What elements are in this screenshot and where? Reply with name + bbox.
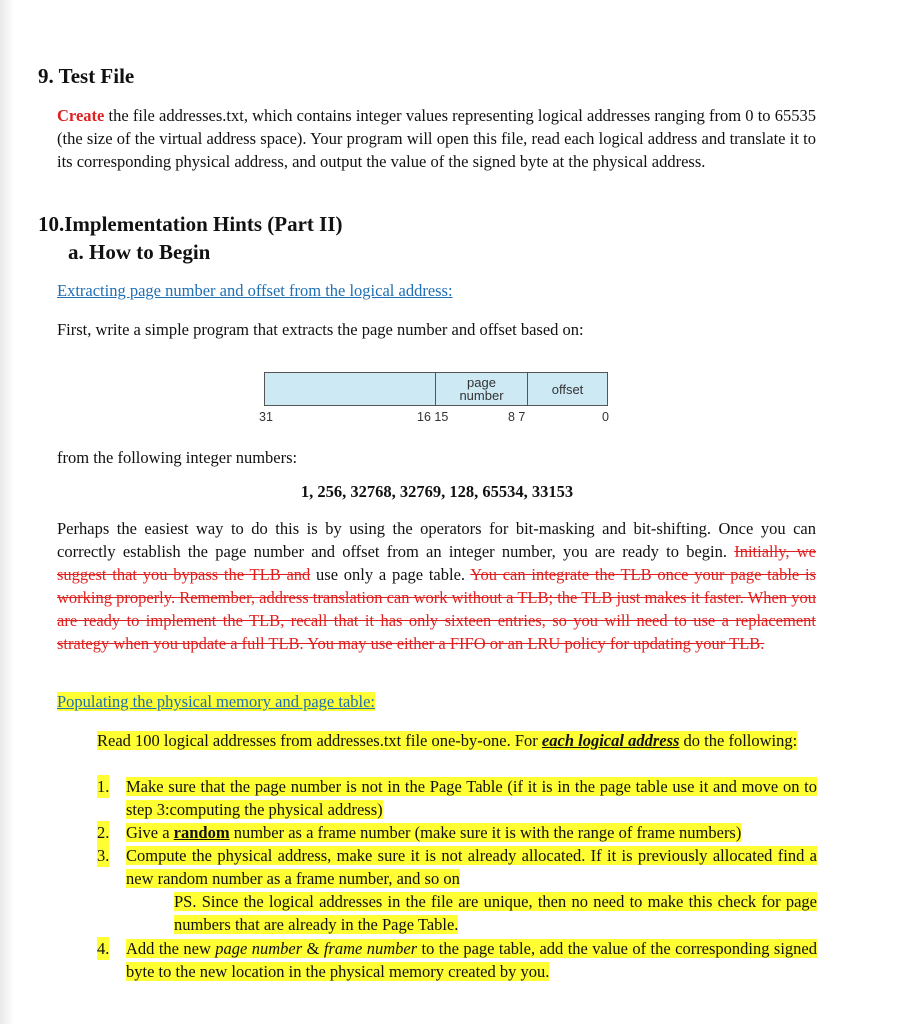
list-item-text: Compute the physical address, make sure it is not already allocated. If it is previously allocated find a new random number as a frame number, and so on [126,846,817,888]
bit-8-7: 8 7 [508,410,526,424]
list-item-text: number as a frame number (make sure it is with the range of frame numbers) [229,823,742,842]
address-diagram [257,372,617,432]
list-number: 1. [97,777,110,796]
section-10-heading: 10.Implementation Hints (Part II) [38,212,343,236]
page-number-emphasis: page number [215,939,303,958]
intro-text: First, write a simple program that extracts the page number and offset based on: [57,320,584,339]
struck-text-b: You can integrate the TLB once your page table is working properly. Remember, address translation can work without a TLB; the TLB just makes it faster. When you are ready to implement the TLB, recall that it has only sixteen entries, so you will need to use a replacement strategy when you update a full TLB. You may use either a FIFO or an LRU policy for updating your TLB. [57,565,816,653]
section-9-paragraph [57,104,816,173]
ps-text: PS. Since the logical addresses in the file are unique, then no need to make this check for page numbers that are already in the Page Table. [174,892,817,934]
list-number: 4. [97,939,110,958]
populating-link[interactable] [57,692,375,712]
page-label-line1: page [467,375,496,390]
list-item-text: & [302,939,324,958]
list-item-text: Give a [126,823,174,842]
page-edge-shadow [0,0,14,1024]
bit-16-15: 16 15 [417,410,449,424]
read-text-b: do the following: [679,731,798,750]
page-number-label [435,376,528,402]
section-9-heading: 9. Test File [38,64,135,88]
ps-note [174,890,817,936]
each-logical-address-emphasis: each logical address [541,731,680,750]
bit-0: 0 [602,410,609,424]
offset-label: offset [551,382,584,397]
from-text: from the following integer numbers: [57,448,298,467]
read-instructions [97,729,817,752]
read-text-a: Read 100 logical addresses from addresses.txt file one-by-one. For [97,731,542,750]
bitmask-text-b: use only a page table. [310,565,471,584]
section-9-text: the file addresses.txt, which contains integer values representing logical addresses ranging from 0 to 65535 (the size of the virtual address space). Your program will open this file, read each logical address and translate it to its corresponding physical address, and output the value of the signed byte at the physical address. [57,106,816,171]
list-item-text: Make sure that the page number is not in the Page Table (if it is in the page table use it and move on to step 3:computing the physical address) [126,777,817,819]
create-keyword: Create [57,106,105,125]
extracting-link[interactable]: Extracting page number and offset from the logical address: [57,281,453,300]
upper-bits-box [264,372,436,406]
subsection-a-heading: a. How to Begin [68,240,211,264]
bitmask-text-a: Perhaps the easiest way to do this is by using the operators for bit-masking and bit-shifting. Once you can correctly establish the page number and offset from an integer number, you are ready to begin. [57,519,816,561]
list-item-text: Add the new [126,939,216,958]
populating-link-text[interactable]: Populating the physical memory and page table: [57,692,376,711]
list-number: 3. [97,846,110,865]
list-item-text: to the page table, add the value of the corresponding signed byte to the new location in the physical memory created by you. [126,939,817,981]
list-number: 2. [97,823,110,842]
page-label-line2: number [459,388,504,403]
struck-text-a: Initially, we suggest that you bypass the TLB and [57,542,816,584]
frame-number-emphasis: frame number [323,939,418,958]
bit-31: 31 [259,410,273,424]
bitmask-paragraph [57,517,816,655]
random-emphasis: random [173,823,230,842]
integer-numbers: 1, 256, 32768, 32769, 128, 65534, 33153 [300,482,574,501]
